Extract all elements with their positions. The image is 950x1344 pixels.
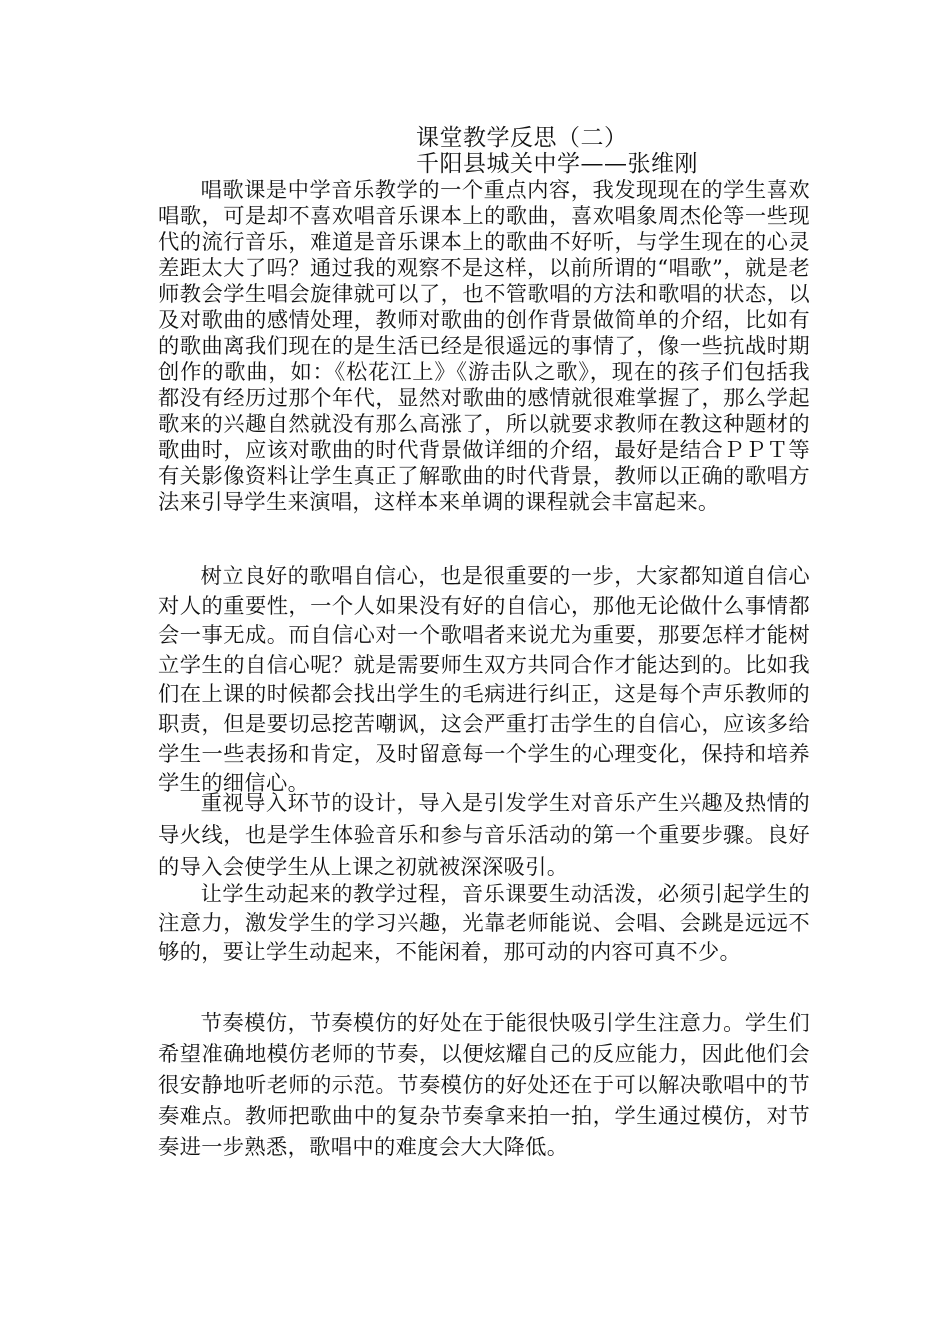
paragraph-introduction: 重视导入环节的设计，导入是引发学生对音乐产生兴趣及热情的导火线，也是学生体验音乐和参与音乐活动的第一个重要步骤。良好的导入会使学生从上课之初就被深深吸引。	[158, 791, 810, 880]
document-title: 课堂教学反思（二）	[416, 125, 628, 151]
paragraph-singing-lesson: 唱歌课是中学音乐教学的一个重点内容，我发现现在的学生喜欢唱歌，可是却不喜欢唱音乐课本上的歌曲，喜欢唱象周杰伦等一些现代的流行音乐，难道是音乐课本上的歌曲不好听，与学生现在的心灵差距太大了吗？通过我的观察不是这样，以前所谓的“唱歌”，就是老师教会学生唱会旋律就可以了，也不管歌唱的方法和歌唱的状态，以及对歌曲的感情处理，教师对歌曲的创作背景做简单的介绍，比如有的歌曲离我们现在的是生活已经是很遥远的事情了，像一些抗战时期创作的歌曲，如：《松花江上》《游击队之歌》，现在的孩子们包括我都没有经历过那个年代，显然对歌曲的感情就很难掌握了，那么学起歌来的兴趣自然就没有那么高涨了，所以就要求教师在教这种题材的歌曲时，应该对歌曲的时代背景做详细的介绍，最好是结合ＰＰＴ等有关影像资料让学生真正了解歌曲的时代背景，教师以正确的歌唱方法来引导学生来演唱，这样本来单调的课程就会丰富起来。	[158, 178, 810, 515]
paragraph-confidence: 树立良好的歌唱自信心，也是很重要的一步，大家都知道自信心对人的重要性，一个人如果没有好的自信心，那他无论做什么事情都会一事无成。而自信心对一个歌唱者来说尤为重要，那要怎样才能树立学生的自信心呢？就是需要师生双方共同合作才能达到的。比如我们在上课的时候都会找出学生的毛病进行纠正，这是每个声乐教师的职责，但是要切忌挖苦嘲讽，这会严重打击学生的自信心，应该多给学生一些表扬和肯定，及时留意每一个学生的心理变化，保持和培养学生的细信心。	[158, 564, 810, 797]
paragraph-rhythm-imitation: 节奏模仿，节奏模仿的好处在于能很快吸引学生注意力。学生们希望准确地模仿老师的节奏，以便炫耀自己的反应能力，因此他们会很安静地听老师的示范。节奏模仿的好处还在于可以解决歌唱中的节奏难点。教师把歌曲中的复杂节奏拿来拍一拍，学生通过模仿，对节奏进一步熟悉，歌唱中的难度会大大降低。	[158, 1011, 810, 1160]
document-author: 千阳县城关中学——张维刚	[416, 151, 698, 177]
paragraph-active-learning: 让学生动起来的教学过程，音乐课要生动活泼，必须引起学生的注意力，激发学生的学习兴趣，光靠老师能说、会唱、会跳是远远不够的，要让学生动起来，不能闲着，那可动的内容可真不少。	[158, 882, 810, 965]
